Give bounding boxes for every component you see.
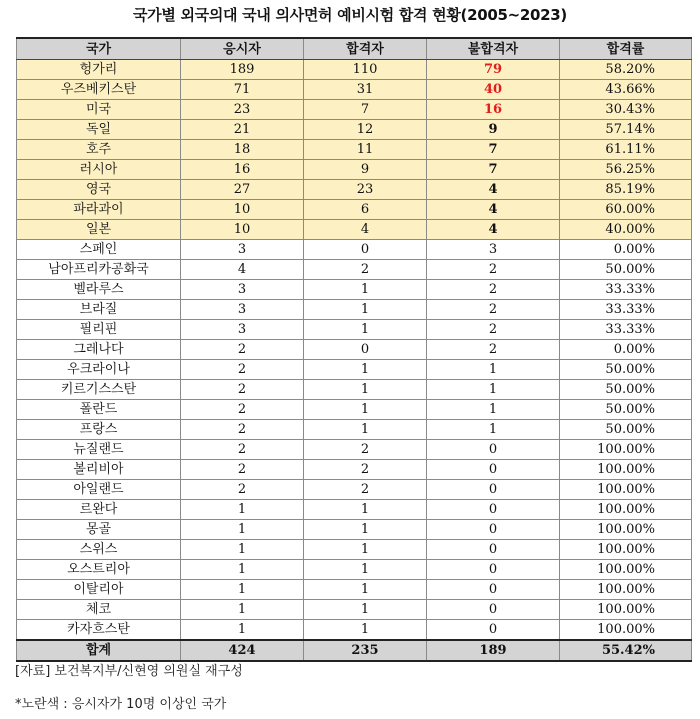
rate-cell: 100.00% [560,440,692,460]
country-cell: 브라질 [17,300,181,320]
rate-cell: 0.00% [560,240,692,260]
applicants-cell: 1 [181,600,304,620]
country-cell: 미국 [17,100,181,120]
country-cell: 남아프리카공화국 [17,260,181,280]
failed-cell: 3 [427,240,560,260]
rate-cell: 50.00% [560,400,692,420]
applicants-cell: 2 [181,440,304,460]
country-cell: 우크라이나 [17,360,181,380]
passed-cell: 2 [304,460,427,480]
table-row [17,120,692,140]
table-row [17,300,692,320]
total-failed: 189 [427,640,560,661]
applicants-cell: 2 [181,460,304,480]
table-row [17,200,692,220]
passed-cell: 1 [304,620,427,641]
rate-cell: 100.00% [560,460,692,480]
failed-cell: 2 [427,320,560,340]
passed-cell: 1 [304,320,427,340]
header-row [17,38,692,60]
table-row [17,440,692,460]
rate-cell: 43.66% [560,80,692,100]
rate-cell: 100.00% [560,480,692,500]
passed-cell: 9 [304,160,427,180]
applicants-cell: 2 [181,340,304,360]
country-cell: 키르기스스탄 [17,380,181,400]
failed-cell: 0 [427,500,560,520]
applicants-cell: 10 [181,220,304,240]
passed-cell: 31 [304,80,427,100]
country-cell: 영국 [17,180,181,200]
applicants-cell: 1 [181,580,304,600]
table-row [17,480,692,500]
rate-cell: 40.00% [560,220,692,240]
country-cell: 러시아 [17,160,181,180]
applicants-cell: 21 [181,120,304,140]
rate-cell: 33.33% [560,280,692,300]
table-row [17,320,692,340]
applicants-cell: 3 [181,280,304,300]
failed-cell: 4 [427,200,560,220]
rate-cell: 100.00% [560,620,692,641]
country-cell: 우즈베키스탄 [17,80,181,100]
failed-cell: 0 [427,440,560,460]
passed-cell: 0 [304,340,427,360]
passed-cell: 1 [304,580,427,600]
table-row [17,220,692,240]
rate-cell: 58.20% [560,60,692,80]
total-passed: 235 [304,640,427,661]
failed-cell: 2 [427,260,560,280]
passed-cell: 1 [304,280,427,300]
rate-cell: 50.00% [560,420,692,440]
country-cell: 헝가리 [17,60,181,80]
applicants-cell: 1 [181,560,304,580]
footnote: *노란색 : 응시자가 10명 이상인 국가 [15,697,227,712]
rate-cell: 50.00% [560,360,692,380]
failed-cell: 4 [427,180,560,200]
table-row [17,500,692,520]
rate-cell: 57.14% [560,120,692,140]
header-rate: 합격률 [560,38,692,60]
failed-cell: 7 [427,140,560,160]
table-row [17,240,692,260]
table-row [17,360,692,380]
passed-cell: 1 [304,420,427,440]
results-table [16,37,692,662]
failed-cell: 40 [427,80,560,100]
passed-cell: 7 [304,100,427,120]
country-cell: 그레나다 [17,340,181,360]
failed-cell: 7 [427,160,560,180]
rate-cell: 100.00% [560,560,692,580]
country-cell: 독일 [17,120,181,140]
table-row [17,260,692,280]
table-row [17,520,692,540]
applicants-cell: 3 [181,240,304,260]
passed-cell: 1 [304,600,427,620]
header-country: 국가 [17,38,181,60]
applicants-cell: 189 [181,60,304,80]
passed-cell: 1 [304,400,427,420]
passed-cell: 12 [304,120,427,140]
failed-cell: 2 [427,280,560,300]
table-row [17,100,692,120]
country-cell: 카자흐스탄 [17,620,181,641]
rate-cell: 50.00% [560,380,692,400]
failed-cell: 0 [427,580,560,600]
country-cell: 프랑스 [17,420,181,440]
passed-cell: 1 [304,520,427,540]
rate-cell: 100.00% [560,600,692,620]
country-cell: 아일랜드 [17,480,181,500]
applicants-cell: 16 [181,160,304,180]
country-cell: 뉴질랜드 [17,440,181,460]
applicants-cell: 4 [181,260,304,280]
table-row [17,580,692,600]
table-row [17,80,692,100]
country-cell: 체코 [17,600,181,620]
table-row [17,60,692,80]
table-row [17,600,692,620]
table-row [17,400,692,420]
applicants-cell: 1 [181,540,304,560]
header-applicants: 응시자 [181,38,304,60]
rate-cell: 100.00% [560,540,692,560]
passed-cell: 2 [304,480,427,500]
rate-cell: 30.43% [560,100,692,120]
failed-cell: 9 [427,120,560,140]
rate-cell: 33.33% [560,300,692,320]
table-row [17,560,692,580]
table-row [17,380,692,400]
failed-cell: 0 [427,540,560,560]
total-label: 합계 [17,640,181,661]
applicants-cell: 23 [181,100,304,120]
header-failed: 불합격자 [427,38,560,60]
passed-cell: 1 [304,500,427,520]
country-cell: 오스트리아 [17,560,181,580]
table-title: 국가별 외국의대 국내 의사면허 예비시험 합격 현황(2005~2023) [132,6,567,24]
country-cell: 볼리비아 [17,460,181,480]
passed-cell: 11 [304,140,427,160]
applicants-cell: 3 [181,320,304,340]
applicants-cell: 2 [181,380,304,400]
applicants-cell: 10 [181,200,304,220]
country-cell: 스페인 [17,240,181,260]
country-cell: 이탈리아 [17,580,181,600]
applicants-cell: 71 [181,80,304,100]
total-applicants: 424 [181,640,304,661]
passed-cell: 23 [304,180,427,200]
failed-cell: 0 [427,480,560,500]
rate-cell: 85.19% [560,180,692,200]
source-note: [자료] 보건복지부/신현영 의원실 재구성 [15,664,243,679]
rate-cell: 50.00% [560,260,692,280]
rate-cell: 33.33% [560,320,692,340]
country-cell: 벨라루스 [17,280,181,300]
passed-cell: 2 [304,440,427,460]
applicants-cell: 1 [181,620,304,641]
applicants-cell: 27 [181,180,304,200]
country-cell: 일본 [17,220,181,240]
country-cell: 호주 [17,140,181,160]
table-row [17,180,692,200]
passed-cell: 6 [304,200,427,220]
country-cell: 파라과이 [17,200,181,220]
passed-cell: 0 [304,240,427,260]
failed-cell: 0 [427,460,560,480]
applicants-cell: 2 [181,420,304,440]
country-cell: 필리핀 [17,320,181,340]
failed-cell: 16 [427,100,560,120]
table-row [17,620,692,641]
rate-cell: 60.00% [560,200,692,220]
failed-cell: 1 [427,400,560,420]
passed-cell: 4 [304,220,427,240]
rate-cell: 0.00% [560,340,692,360]
failed-cell: 0 [427,600,560,620]
country-cell: 르완다 [17,500,181,520]
failed-cell: 79 [427,60,560,80]
country-cell: 몽골 [17,520,181,540]
rate-cell: 61.11% [560,140,692,160]
passed-cell: 1 [304,300,427,320]
applicants-cell: 18 [181,140,304,160]
country-cell: 스위스 [17,540,181,560]
passed-cell: 2 [304,260,427,280]
table-row [17,160,692,180]
applicants-cell: 3 [181,300,304,320]
applicants-cell: 1 [181,500,304,520]
passed-cell: 1 [304,380,427,400]
applicants-cell: 2 [181,480,304,500]
passed-cell: 1 [304,360,427,380]
header-passed: 합격자 [304,38,427,60]
passed-cell: 1 [304,560,427,580]
failed-cell: 0 [427,560,560,580]
rate-cell: 56.25% [560,160,692,180]
passed-cell: 1 [304,540,427,560]
passed-cell: 110 [304,60,427,80]
rate-cell: 100.00% [560,580,692,600]
failed-cell: 2 [427,340,560,360]
total-row [17,640,692,661]
total-rate: 55.42% [560,640,692,661]
failed-cell: 1 [427,380,560,400]
table-row [17,140,692,160]
applicants-cell: 1 [181,520,304,540]
failed-cell: 1 [427,360,560,380]
failed-cell: 0 [427,520,560,540]
table-row [17,540,692,560]
failed-cell: 0 [427,620,560,641]
applicants-cell: 2 [181,360,304,380]
applicants-cell: 2 [181,400,304,420]
failed-cell: 2 [427,300,560,320]
failed-cell: 4 [427,220,560,240]
rate-cell: 100.00% [560,500,692,520]
table-row [17,420,692,440]
table-row [17,340,692,360]
table-row [17,280,692,300]
country-cell: 폴란드 [17,400,181,420]
failed-cell: 1 [427,420,560,440]
table-row [17,460,692,480]
rate-cell: 100.00% [560,520,692,540]
